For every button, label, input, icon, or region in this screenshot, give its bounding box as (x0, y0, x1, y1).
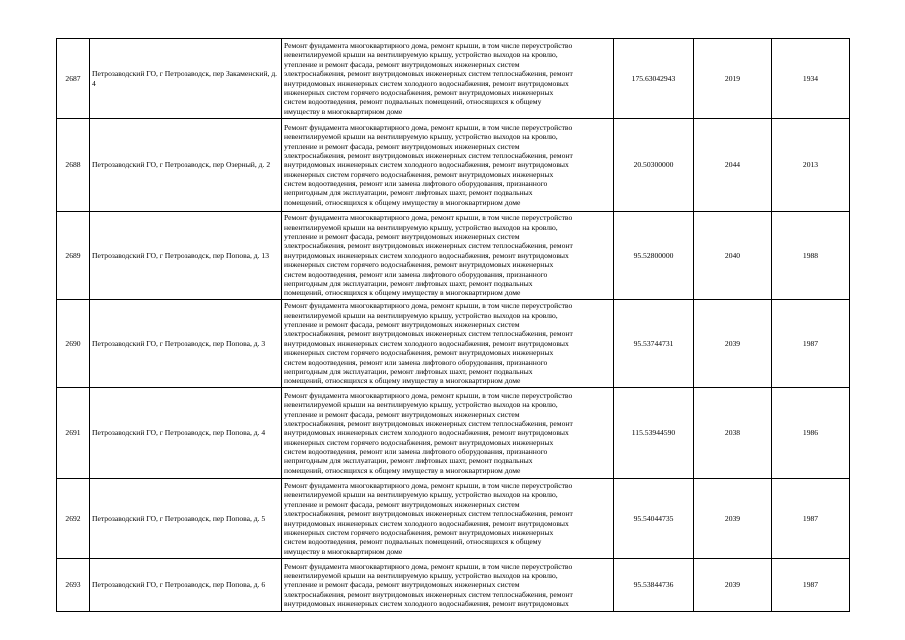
cost-cell: 95.54044735 (614, 479, 694, 559)
address-cell: Петрозаводский ГО, г Петрозаводск, пер Попова, д. 5 (90, 479, 282, 559)
planned-year-cell: 2044 (694, 119, 772, 212)
built-year-cell: 1986 (772, 388, 850, 479)
row-number: 2687 (57, 39, 90, 119)
table-row (57, 119, 850, 212)
built-year-cell: 2013 (772, 119, 850, 212)
row-number: 2692 (57, 479, 90, 559)
built-year-cell: 1987 (772, 559, 850, 612)
table-row (57, 300, 850, 388)
row-number: 2690 (57, 300, 90, 388)
works-cell: Ремонт фундамента многоквартирного дома, ремонт крыши, в том числе переустройство невентилируемой крыши на вентилируемую крышу, устройство выходов на кровлю, утепление и ремонт фасада, ремонт внутридомовых инженерных систем электроснабжения, ремонт внутридомовых инженерных систем теплоснабжения, ремонт внутридомовых инженерных систем холодного водоснабжения, ремонт внутридомовых инженерных систем горячего водоснабжения, ремонт внутридомовых инженерных систем водоотведения, ремонт или замена лифтового оборудования, признанного непригодным для эксплуатации, ремонт лифтовых шахт, ремонт подвальных помещений, относящихся к общему имуществу в многоквартирном доме (282, 119, 614, 212)
planned-year-cell: 2038 (694, 388, 772, 479)
cost-cell: 95.53844736 (614, 559, 694, 612)
cost-cell: 95.53744731 (614, 300, 694, 388)
planned-year-cell: 2039 (694, 479, 772, 559)
address-cell: Петрозаводский ГО, г Петрозаводск, пер Попова, д. 6 (90, 559, 282, 612)
cost-cell: 95.52800000 (614, 212, 694, 300)
table-row (57, 212, 850, 300)
planned-year-cell: 2040 (694, 212, 772, 300)
row-number: 2688 (57, 119, 90, 212)
row-number: 2693 (57, 559, 90, 612)
built-year-cell: 1987 (772, 300, 850, 388)
row-number: 2691 (57, 388, 90, 479)
built-year-cell: 1988 (772, 212, 850, 300)
row-number: 2689 (57, 212, 90, 300)
works-cell: Ремонт фундамента многоквартирного дома, ремонт крыши, в том числе переустройство невентилируемой крыши на вентилируемую крышу, устройство выходов на кровлю, утепление и ремонт фасада, ремонт внутридомовых инженерных систем электроснабжения, ремонт внутридомовых инженерных систем теплоснабжения, ремонт внутридомовых инженерных систем холодного водоснабжения, ремонт внутридомовых инженерных систем горячего водоснабжения, ремонт внутридомовых инженерных систем водоотведения, ремонт или замена лифтового оборудования, признанного непригодным для эксплуатации, ремонт лифтовых шахт, ремонт подвальных помещений, относящихся к общему имуществу в многоквартирном доме (282, 300, 614, 388)
built-year-cell: 1934 (772, 39, 850, 119)
works-cell: Ремонт фундамента многоквартирного дома, ремонт крыши, в том числе переустройство невентилируемой крыши на вентилируемую крышу, устройство выходов на кровлю, утепление и ремонт фасада, ремонт внутридомовых инженерных систем электроснабжения, ремонт внутридомовых инженерных систем теплоснабжения, ремонт внутридомовых инженерных систем холодного водоснабжения, ремонт внутридомовых инженерных систем горячего водоснабжения, ремонт внутридомовых инженерных систем водоотведения, ремонт подвальных помещений, относящихся к общему имуществу в многоквартирном доме (282, 39, 614, 119)
planned-year-cell: 2039 (694, 559, 772, 612)
cost-cell: 175.63042943 (614, 39, 694, 119)
capital-repair-table (56, 38, 850, 612)
address-cell: Петрозаводский ГО, г Петрозаводск, пер Попова, д. 4 (90, 388, 282, 479)
table-row (57, 559, 850, 612)
built-year-cell: 1987 (772, 479, 850, 559)
works-cell: Ремонт фундамента многоквартирного дома, ремонт крыши, в том числе переустройство невентилируемой крыши на вентилируемую крышу, устройство выходов на кровлю, утепление и ремонт фасада, ремонт внутридомовых инженерных систем электроснабжения, ремонт внутридомовых инженерных систем теплоснабжения, ремонт внутридомовых инженерных систем холодного водоснабжения, ремонт внутридомовых инженерных систем горячего водоснабжения, ремонт внутридомовых инженерных систем водоотведения, ремонт или замена лифтового оборудования, признанного непригодным для эксплуатации, ремонт лифтовых шахт, ремонт подвальных помещений, относящихся к общему имуществу в многоквартирном доме (282, 212, 614, 300)
table-row (57, 479, 850, 559)
address-cell: Петрозаводский ГО, г Петрозаводск, пер Закаменский, д. 4 (90, 39, 282, 119)
table-row (57, 388, 850, 479)
cost-cell: 20.50300000 (614, 119, 694, 212)
works-cell: Ремонт фундамента многоквартирного дома, ремонт крыши, в том числе переустройство невентилируемой крыши на вентилируемую крышу, устройство выходов на кровлю, утепление и ремонт фасада, ремонт внутридомовых инженерных систем электроснабжения, ремонт внутридомовых инженерных систем теплоснабжения, ремонт внутридомовых инженерных систем холодного водоснабжения, ремонт внутридомовых (282, 559, 614, 612)
works-cell: Ремонт фундамента многоквартирного дома, ремонт крыши, в том числе переустройство невентилируемой крыши на вентилируемую крышу, устройство выходов на кровлю, утепление и ремонт фасада, ремонт внутридомовых инженерных систем электроснабжения, ремонт внутридомовых инженерных систем теплоснабжения, ремонт внутридомовых инженерных систем холодного водоснабжения, ремонт внутридомовых инженерных систем горячего водоснабжения, ремонт внутридомовых инженерных систем водоотведения, ремонт или замена лифтового оборудования, признанного непригодным для эксплуатации, ремонт лифтовых шахт, ремонт подвальных помещений, относящихся к общему имуществу в многоквартирном доме (282, 388, 614, 479)
planned-year-cell: 2019 (694, 39, 772, 119)
address-cell: Петрозаводский ГО, г Петрозаводск, пер Попова, д. 3 (90, 300, 282, 388)
table-row (57, 39, 850, 119)
cost-cell: 115.53944590 (614, 388, 694, 479)
address-cell: Петрозаводский ГО, г Петрозаводск, пер Озерный, д. 2 (90, 119, 282, 212)
planned-year-cell: 2039 (694, 300, 772, 388)
works-cell: Ремонт фундамента многоквартирного дома, ремонт крыши, в том числе переустройство невентилируемой крыши на вентилируемую крышу, устройство выходов на кровлю, утепление и ремонт фасада, ремонт внутридомовых инженерных систем электроснабжения, ремонт внутридомовых инженерных систем теплоснабжения, ремонт внутридомовых инженерных систем холодного водоснабжения, ремонт внутридомовых инженерных систем горячего водоснабжения, ремонт внутридомовых инженерных систем водоотведения, ремонт подвальных помещений, относящихся к общему имуществу в многоквартирном доме (282, 479, 614, 559)
address-cell: Петрозаводский ГО, г Петрозаводск, пер Попова, д. 13 (90, 212, 282, 300)
